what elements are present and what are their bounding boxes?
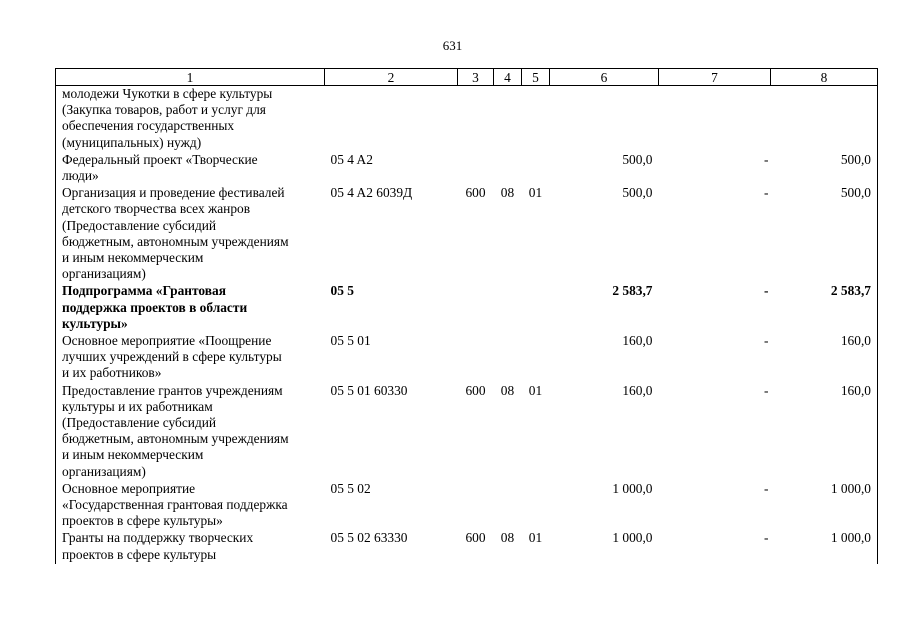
cell-code: 05 5 01 60330 [330,382,408,398]
cell-amount-federal: - [764,333,769,349]
cell-name-line: Подпрограмма «Грантовая [62,283,226,299]
cell-subsection [522,333,550,383]
cell-name-line: лучших учреждений в сфере культуры [62,349,282,365]
cell-subsection [522,283,550,333]
cell-code: 05 5 02 [330,480,371,496]
cell-name-line: Основное мероприятие «Поощрение [62,333,272,349]
cell-amount-regional: 1 000,0 [771,481,878,531]
cell-name [56,152,325,185]
cell-section [494,283,522,333]
cell-name-line: проектов в сфере культуры» [62,513,223,529]
table-row [56,383,878,481]
cell-subsection [522,86,550,152]
cell-name-line: Гранты на поддержку творческих [62,530,254,546]
cell-amount-regional: 500,0 [771,152,878,185]
cell-expense-type: 600 [465,530,486,546]
cell-section: 08 [500,382,515,398]
cell-amount-federal: - [764,480,769,496]
cell-subsection: 01 [528,530,543,546]
cell-amount-total: 1 000,0 [612,530,653,546]
cell-amount-total: 1 000,0 [612,480,653,496]
cell-section [494,333,522,383]
cell-amount-total: 500,0 [622,151,653,167]
cell-expense-type [458,283,494,333]
table-row [56,86,878,152]
cell-name-line: и их работников» [62,365,162,381]
cell-name-line: проектов в сфере культуры [62,546,217,562]
cell-code: 05 5 [330,283,354,299]
cell-amount-regional: 500,0 [771,185,878,283]
cell-expense-type [458,152,494,185]
cell-section [494,86,522,152]
cell-amount-federal: - [764,530,769,546]
cell-amount-federal [659,86,771,152]
cell-name-line: обеспечения государственных [62,118,235,134]
header-col-5: 5 [522,69,550,86]
cell-name-line: культуры» [62,315,128,331]
cell-amount-total: 160,0 [622,382,653,398]
cell-subsection [522,152,550,185]
cell-name-line: Основное мероприятие [62,480,196,496]
header-col-2: 2 [325,69,458,86]
cell-name-line: Предоставление грантов учреждениям [62,382,283,398]
cell-name [56,333,325,383]
page-number: 631 [442,38,463,53]
cell-amount-total [550,86,659,152]
cell-name-line: и иным некоммерческим [62,250,204,266]
cell-subsection [522,481,550,531]
cell-subsection: 01 [528,382,543,398]
cell-code: 05 5 01 [330,333,371,349]
cell-expense-type [458,86,494,152]
cell-name-line: «Государственная грантовая поддержка [62,497,288,513]
cell-section: 08 [500,530,515,546]
cell-amount-total: 500,0 [622,185,653,201]
header-row [56,69,878,86]
cell-name-line: бюджетным, автономным учреждениям [62,233,289,249]
cell-name-line: поддержка проектов в области [62,299,248,315]
table-row [56,283,878,333]
cell-name-line: (Предоставление субсидий [62,415,217,431]
header-col-3: 3 [458,69,494,86]
cell-name-line: организациям) [62,266,146,282]
cell-code: 05 5 02 63330 [330,530,408,546]
budget-table [55,68,878,564]
cell-name-line: (Предоставление субсидий [62,217,217,233]
cell-amount-federal: - [764,283,769,299]
cell-name-line: Федеральный проект «Творческие [62,151,258,167]
cell-name-line: культуры и их работникам [62,398,213,414]
cell-amount-regional: 2 583,7 [771,283,878,333]
cell-amount-total: 2 583,7 [612,283,653,299]
cell-code [325,86,458,152]
cell-amount-federal: - [764,151,769,167]
cell-name-line: бюджетным, автономным учреждениям [62,431,289,447]
cell-name-line: люди» [62,168,99,184]
cell-amount-regional: 160,0 [771,333,878,383]
cell-name-line: молодежи Чукотки в сфере культуры [62,86,273,101]
header-col-1: 1 [56,69,325,86]
table-row [56,481,878,531]
header-col-8: 8 [771,69,878,86]
header-col-4: 4 [494,69,522,86]
cell-name-line: (муниципальных) нужд) [62,134,202,150]
cell-section [494,152,522,185]
header-col-7: 7 [659,69,771,86]
cell-amount-regional: 1 000,0 [771,530,878,563]
table-row [56,333,878,383]
cell-name [56,481,325,531]
cell-name-line: детского творчества всех жанров [62,201,251,217]
cell-amount-federal: - [764,382,769,398]
cell-name-line: (Закупка товаров, работ и услуг для [62,102,266,118]
header-col-6: 6 [550,69,659,86]
cell-expense-type: 600 [465,185,486,201]
cell-amount-federal: - [764,185,769,201]
cell-name [56,383,325,481]
table-row [56,185,878,283]
cell-code: 05 4 A2 6039Д [330,185,413,201]
cell-name [56,530,325,563]
cell-expense-type [458,481,494,531]
cell-code: 05 4 A2 [330,151,373,167]
cell-section: 08 [500,185,515,201]
cell-expense-type [458,333,494,383]
cell-name-line: и иным некоммерческим [62,447,204,463]
table-row [56,530,878,563]
table-row [56,152,878,185]
cell-name [56,86,325,152]
cell-name [56,283,325,333]
cell-subsection: 01 [528,185,543,201]
cell-name-line: Организация и проведение фестивалей [62,185,285,201]
cell-expense-type: 600 [465,382,486,398]
cell-name-line: организациям) [62,463,146,479]
cell-amount-total: 160,0 [622,333,653,349]
cell-amount-regional [771,86,878,152]
table-body [56,86,878,564]
cell-section [494,481,522,531]
cell-amount-regional: 160,0 [771,383,878,481]
cell-name [56,185,325,283]
